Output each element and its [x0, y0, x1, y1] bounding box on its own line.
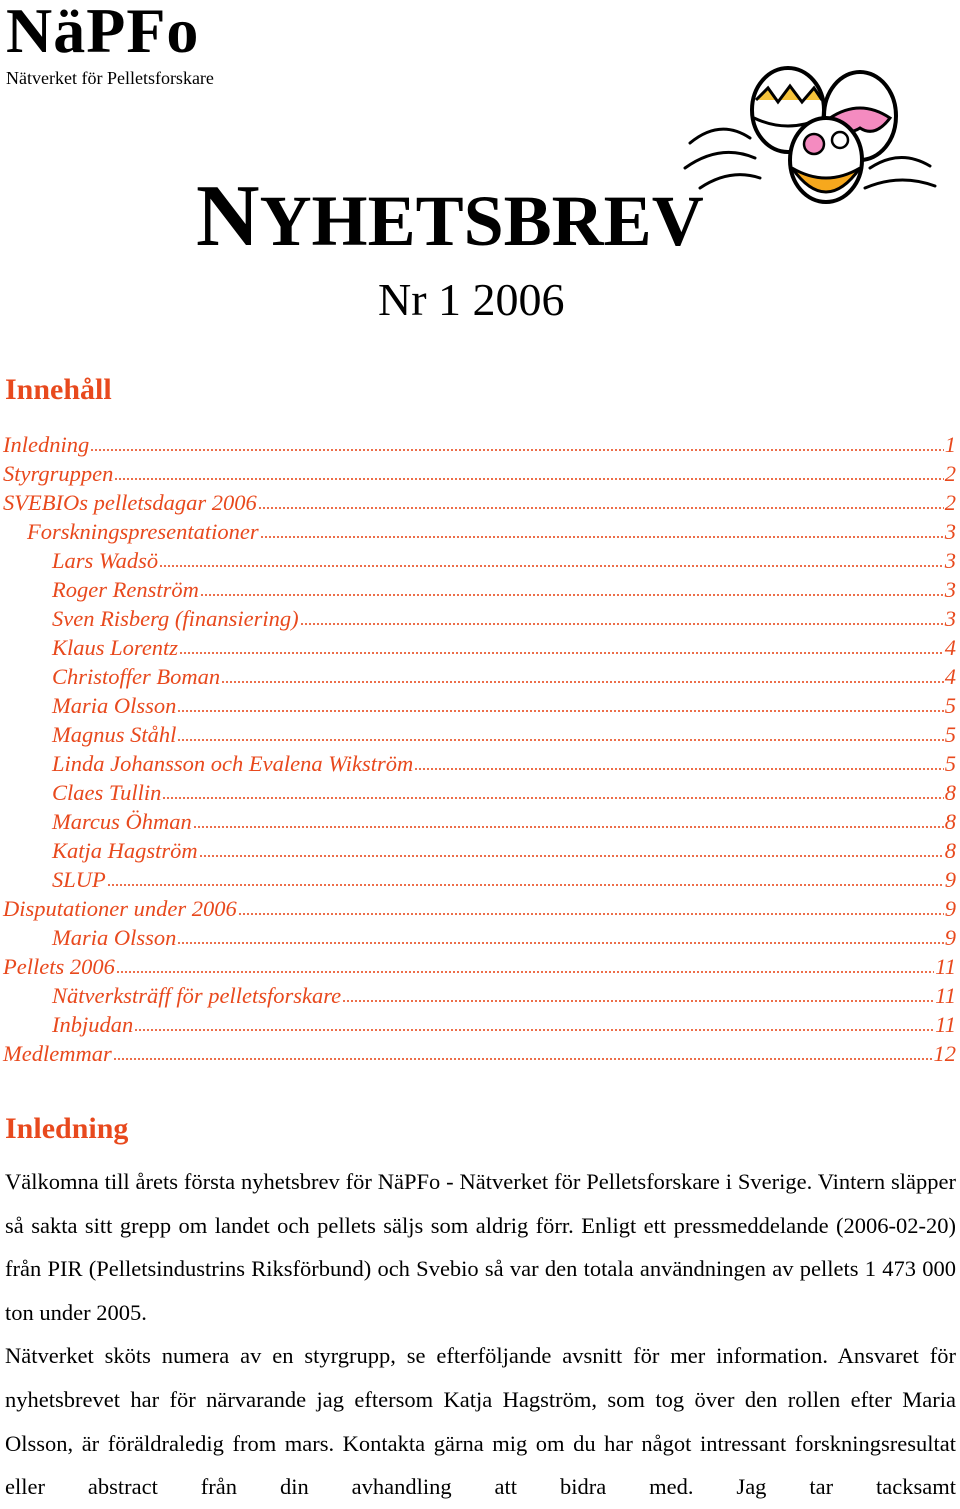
toc-dot-leader [114, 477, 943, 481]
toc-item[interactable] [0, 458, 956, 487]
toc-dot-leader [179, 651, 944, 655]
toc-item[interactable] [0, 893, 956, 922]
toc-dot-leader [177, 709, 943, 713]
logo-text: NäPFo [6, 0, 200, 66]
toc-item[interactable] [0, 719, 956, 748]
toc-item-page: 11 [935, 954, 956, 979]
toc-heading: Innehåll [5, 373, 112, 406]
toc-dot-leader [113, 1057, 933, 1061]
toc-dot-leader [159, 564, 944, 568]
toc-dot-leader [221, 680, 944, 684]
toc-item[interactable] [0, 864, 956, 893]
toc-item-label: Maria Olsson [52, 693, 177, 718]
toc-dot-leader [116, 970, 934, 974]
toc-item[interactable] [0, 603, 956, 632]
toc-item[interactable] [0, 806, 956, 835]
toc-dot-leader [258, 506, 944, 510]
toc-item[interactable] [0, 487, 956, 516]
toc-dot-leader [199, 854, 944, 858]
toc-item[interactable] [0, 1009, 956, 1038]
toc-item-page: 9 [944, 896, 956, 921]
toc-item-label: Marcus Öhman [52, 809, 192, 834]
toc-item-page: 8 [944, 780, 956, 805]
toc-item-label: Inbjudan [52, 1012, 134, 1037]
toc-item-page: 8 [944, 838, 956, 863]
toc-item-label: Nätverksträff för pelletsforskare [52, 983, 342, 1008]
toc-dot-leader [134, 1028, 934, 1032]
toc-item[interactable] [0, 661, 956, 690]
toc-item[interactable] [0, 922, 956, 951]
toc-item-label: Styrgruppen [3, 461, 114, 486]
toc-item[interactable] [0, 574, 956, 603]
toc-item-page: 2 [944, 490, 956, 515]
toc-item-label: Lars Wadsö [52, 548, 159, 573]
toc-item-page: 5 [944, 693, 956, 718]
toc-item-label: Roger Renström [52, 577, 199, 602]
toc-item-label: Inledning [3, 432, 90, 457]
toc-dot-leader [238, 912, 944, 916]
toc-item-page: 12 [933, 1041, 956, 1066]
toc-item-page: 3 [944, 519, 956, 544]
toc-item-page: 2 [944, 461, 956, 486]
intro-paragraph-1: Välkomna till årets första nyhetsbrev för NäPFo - Nätverket för Pelletsforskare i Sverige. Vintern släpper så sakta sitt grepp om landet och pellets säljs som aldrig förr. Enligt ett pressmeddelande (2006-02-20) från PIR (Pelletsindustrins Riksförbund) och Svebio så var den totala användningen av pellets 1 473 000 ton under 2005. [5, 1169, 956, 1325]
toc-dot-leader [90, 448, 944, 452]
toc-item-page: 9 [944, 925, 956, 950]
toc-item-label: Linda Johansson och Evalena Wikström [52, 751, 414, 776]
intro-heading: Inledning [5, 1112, 129, 1145]
toc-dot-leader [300, 622, 944, 626]
toc-item-page: 5 [944, 722, 956, 747]
toc-item-page: 11 [935, 1012, 956, 1037]
toc-item-label: Disputationer under 2006 [3, 896, 237, 921]
newsletter-title [196, 168, 704, 266]
toc-item[interactable] [0, 632, 956, 661]
toc-item-label: Magnus Ståhl [52, 722, 177, 747]
toc-dot-leader [193, 825, 944, 829]
toc-item-page: 9 [944, 867, 956, 892]
toc-dot-leader [342, 999, 934, 1003]
toc-item-label: Katja Hagström [52, 838, 198, 863]
toc-dot-leader [200, 593, 944, 597]
toc-item-page: 3 [944, 577, 956, 602]
toc-item-label: Maria Olsson [52, 925, 177, 950]
logo-subtitle: Nätverket för Pelletsforskare [6, 68, 214, 88]
intro-paragraph-2: Nätverket sköts numera av en styrgrupp, se efterföljande avsnitt för mer information. Ansvaret för nyhetsbrevet har för närvarande jag eftersom Katja Hagström, som tog över den rollen efter Maria Olsson, är föräldraledig from mars. Kontakta gärna mig om du har något intressant forskningsresultat eller abstract från din avhandling att bidra med. Jag tar tacksamt [5, 1343, 956, 1500]
toc-item-page: 8 [944, 809, 956, 834]
toc-item-label: Forskningspresentationer [27, 519, 259, 544]
title-initial: N [196, 168, 260, 265]
toc-dot-leader [177, 941, 943, 945]
toc-item-label: SVEBIOs pelletsdagar 2006 [3, 490, 257, 515]
toc-item[interactable] [0, 429, 956, 458]
toc-dot-leader [162, 796, 943, 800]
issue-number: Nr 1 2006 [378, 274, 565, 325]
toc-item-page: 4 [944, 635, 956, 660]
toc-item-label: Sven Risberg (finansiering) [52, 606, 299, 631]
intro-body [5, 1160, 956, 1509]
toc-dot-leader [414, 767, 944, 771]
toc-item-page: 1 [944, 432, 956, 457]
toc-item[interactable] [0, 835, 956, 864]
easter-eggs-illustration [680, 48, 940, 210]
toc-item-page: 3 [944, 548, 956, 573]
toc-item-label: SLUP [52, 867, 106, 892]
toc-item-page: 11 [935, 983, 956, 1008]
toc-item[interactable] [0, 777, 956, 806]
toc-dot-leader [177, 738, 943, 742]
toc-item-label: Medlemmar [3, 1041, 112, 1066]
toc-item[interactable] [0, 516, 956, 545]
title-rest: YHETSBREV [259, 181, 704, 261]
toc-item-label: Christoffer Boman [52, 664, 221, 689]
toc-item-page: 4 [944, 664, 956, 689]
toc-item[interactable] [0, 545, 956, 574]
toc-item[interactable] [0, 980, 956, 1009]
toc-dot-leader [107, 883, 944, 887]
toc-item[interactable] [0, 690, 956, 719]
toc-item-page: 5 [944, 751, 956, 776]
toc-item[interactable] [0, 748, 956, 777]
table-of-contents [0, 429, 956, 1067]
toc-item-label: Klaus Lorentz [52, 635, 179, 660]
toc-item-label: Pellets 2006 [3, 954, 115, 979]
toc-item-page: 3 [944, 606, 956, 631]
toc-item[interactable] [0, 1038, 956, 1067]
toc-item[interactable] [0, 951, 956, 980]
toc-dot-leader [260, 535, 944, 539]
toc-item-label: Claes Tullin [52, 780, 162, 805]
